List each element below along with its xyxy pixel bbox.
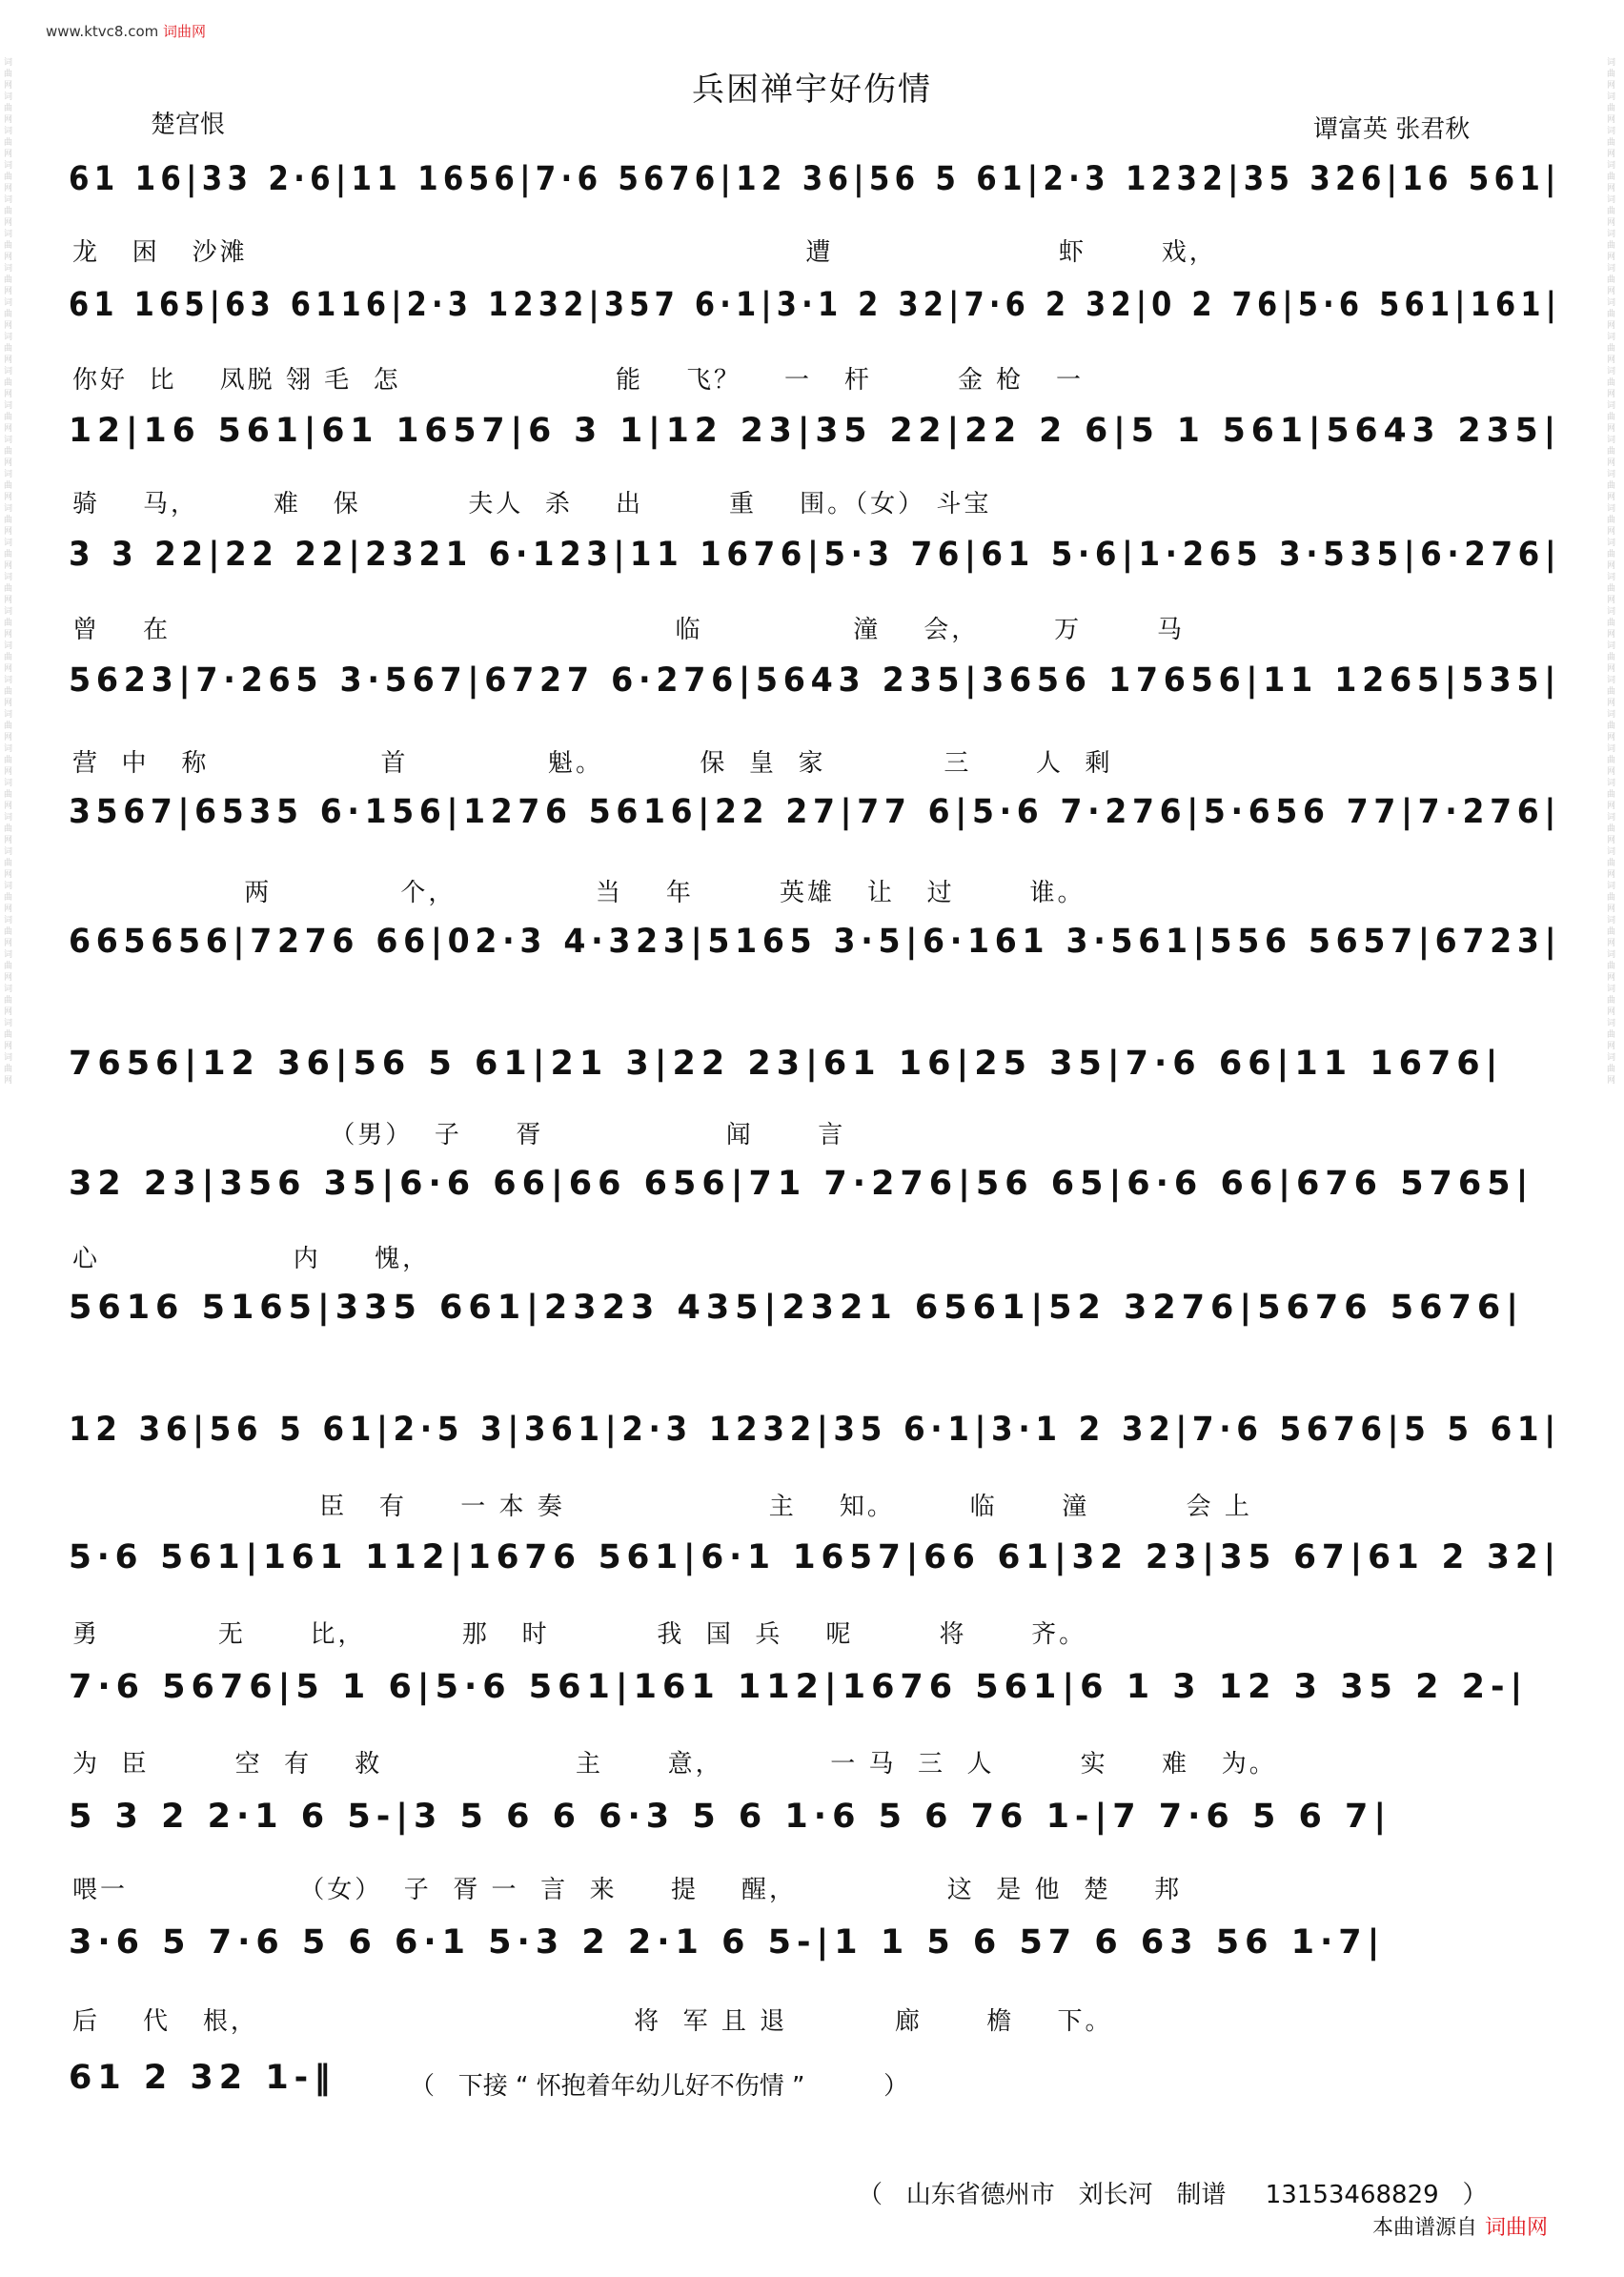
source-credit	[1372, 2211, 1548, 2241]
lyric-line-14: 喂一 （女） 子 胥 一 言 来 提 醒， 这 是 他 楚 邦	[72, 1876, 1183, 1904]
tune-name: 楚宫恨	[151, 111, 226, 139]
notation-line-13: 7·6 5676|5 1 6|5·6 561|161 112|1676 561|6 1 3 12 3 35 2 2-|	[69, 1668, 1529, 1706]
notation-line-7: 665656|7276 66|02·3 4·323|5165 3·5|6·161 3·561|556 5657|6723|	[69, 923, 1562, 961]
lyric-line-15: 后 代 根， 将 军 且 退 廊 檐 下。	[72, 2007, 1113, 2036]
notation-line-8: 7656|12 36|56 5 61|21 3|22 23|61 16|25 35|7·6 66|11 1676|	[69, 1045, 1504, 1083]
right-watermark: 词曲网词曲网词曲网词曲网词曲网词曲网词曲网词曲网词曲网词曲网词曲网词曲网词曲网词曲网词曲网词曲网词曲网词曲网词曲网词曲网词曲网词曲网词曲网词曲网词曲网词曲网词曲网词曲网词曲网词曲网	[1607, 58, 1616, 1086]
left-watermark: 词曲网词曲网词曲网词曲网词曲网词曲网词曲网词曲网词曲网词曲网词曲网词曲网词曲网词曲网词曲网词曲网词曲网词曲网词曲网词曲网词曲网词曲网词曲网词曲网词曲网词曲网词曲网词曲网词曲网词曲网	[4, 58, 13, 1086]
lyric-line-3: 骑 马， 难 保 夫人 杀 出 重 围。（女） 斗宝	[72, 490, 992, 518]
site-url[interactable]: www.ktvc8.com	[46, 23, 159, 40]
continuation-note: （ 下接 “ 怀抱着年幼儿好不伤情 ” ）	[410, 2072, 909, 2101]
notation-line-2: 61 165|63 6116|2·3 1232|357 6·1|3·1 2 32|7·6 2 32|0 2 76|5·6 561|161|	[69, 286, 1562, 324]
notation-line-12: 5·6 561|161 112|1676 561|6·1 1657|66 61|32 23|35 67|61 2 32|	[69, 1538, 1561, 1576]
lyric-line-1: 龙 困 沙滩 遭 虾 戏，	[72, 238, 1217, 267]
lyric-line-13: 为 臣 空 有 救 主 意， 一 马 三 人 实 难 为。	[72, 1750, 1277, 1779]
notation-line-3: 12|16 561|61 1657|6 3 1|12 23|35 22|22 2 6|5 1 561|5643 235|	[69, 412, 1562, 450]
singers: 谭富英 张君秋	[1313, 115, 1471, 144]
notation-line-10: 5616 5165|335 661|2323 435|2321 6561|52 3276|5676 5676|	[69, 1289, 1524, 1327]
notation-line-16: 61 2 32 1-‖	[69, 2059, 336, 2097]
lyric-line-6: 两 个， 当 年 英雄 让 过 谁。	[72, 879, 1086, 907]
notation-line-14: 5 3 2 2·1 6 5-|3 5 6 6 6·3 5 6 1·6 5 6 76 1-|7 7·6 5 6 7|	[69, 1798, 1392, 1836]
transcriber-credit: （ 山东省德州市 刘长河 制谱 13153468829 ）	[858, 2181, 1488, 2209]
source-label: 本曲谱源自	[1372, 2216, 1478, 2240]
site-header	[46, 21, 206, 41]
notation-line-6: 3567|6535 6·156|1276 5616|22 27|77 6|5·6 7·276|5·656 77|7·276|	[69, 793, 1562, 831]
lyric-line-12: 勇 无 比， 那 时 我 国 兵 呢 将 齐。	[72, 1620, 1087, 1649]
notation-line-9: 32 23|356 35|6·6 66|66 656|71 7·276|56 65|6·6 66|676 5765|	[69, 1165, 1534, 1203]
lyric-line-9: 心 内 愧，	[72, 1245, 431, 1273]
lyric-line-4: 曾 在 临 潼 会， 万 马	[72, 616, 1185, 644]
notation-line-11: 12 36|56 5 61|2·5 3|361|2·3 1232|35 6·1|3·1 2 32|7·6 5676|5 5 61|	[69, 1411, 1561, 1449]
lyric-line-2: 你好 比 凤脱 翎 毛 怎 能 飞？ 一 杆 金 枪 一	[72, 366, 1085, 395]
notation-line-15: 3·6 5 7·6 5 6 6·1 5·3 2 2·1 6 5-|1 1 5 6 57 6 63 56 1·7|	[69, 1923, 1386, 1962]
source-brand[interactable]: 词曲网	[1485, 2216, 1549, 2240]
notation-line-1: 61 16|33 2·6|11 1656|7·6 5676|12 36|56 5 61|2·3 1232|35 326|16 561|	[69, 160, 1561, 198]
notation-line-5: 5623|7·265 3·567|6727 6·276|5643 235|3656 17656|11 1265|535|	[69, 661, 1562, 700]
lyric-line-11: 臣 有 一 本 奏 主 知。 临 潼 会 上	[72, 1493, 1252, 1521]
notation-line-4: 3 3 22|22 22|2321 6·123|11 1676|5·3 76|61 5·6|1·265 3·535|6·276|	[69, 536, 1562, 574]
score-title: 兵困禅宇好伤情	[692, 71, 932, 109]
lyric-line-8: （男） 子 胥 闻 言	[72, 1121, 846, 1149]
lyric-line-5: 营 中 称 首 魁。 保 皇 家 三 人 剩	[72, 749, 1113, 778]
site-name[interactable]: 词曲网	[163, 23, 207, 40]
